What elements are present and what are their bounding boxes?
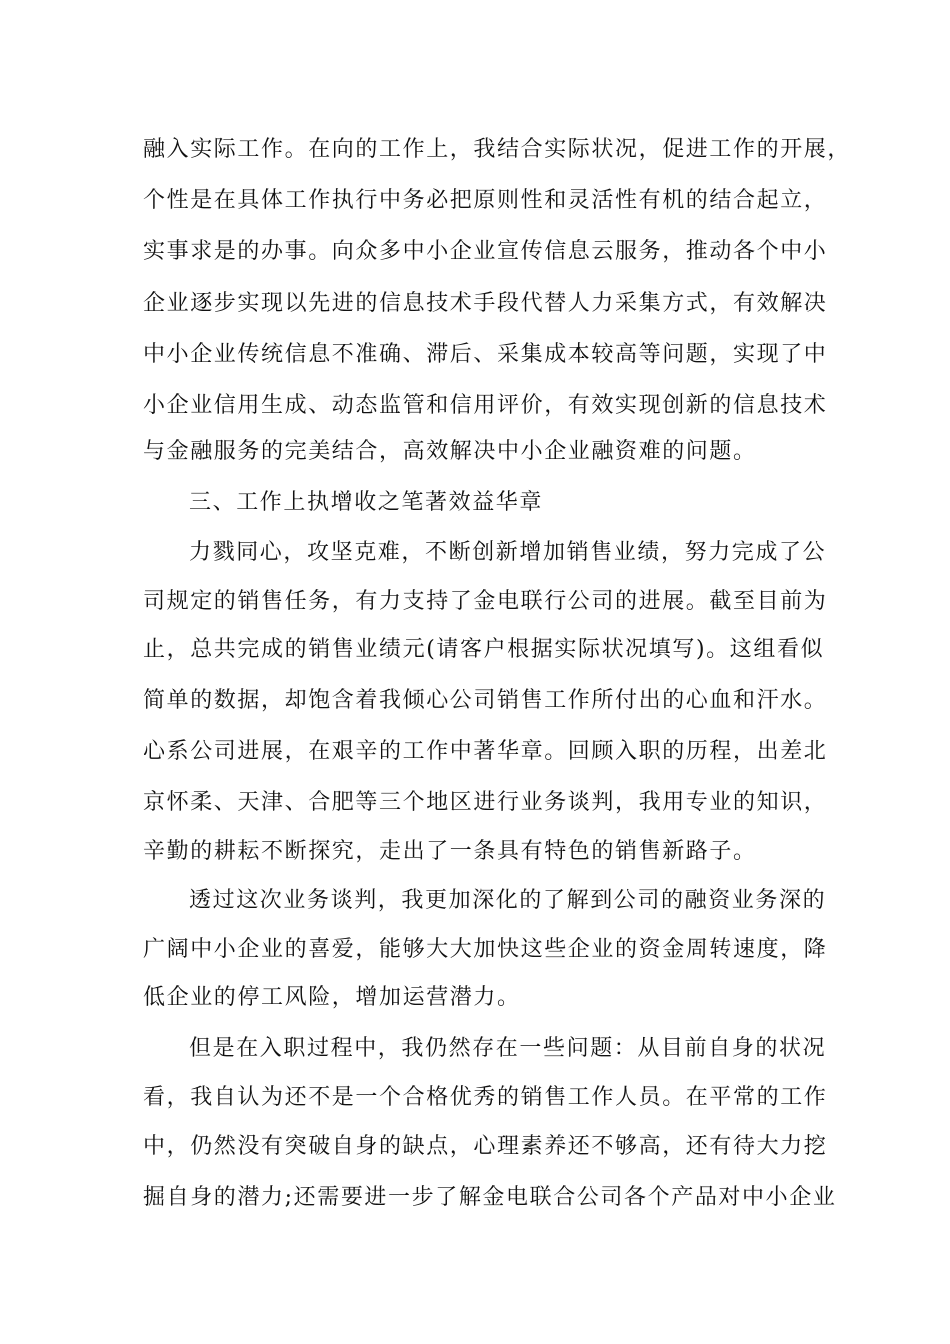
text-line: 融入实际工作。在向的工作上，我结合实际状况，促进工作的开展， — [143, 137, 852, 162]
text-line: 透过这次业务谈判，我更加深化的了解到公司的融资业务深的 — [189, 888, 827, 913]
text-line: 实事求是的办事。向众多中小企业宣传信息云服务，推动各个中小 — [143, 239, 828, 264]
text-line: 看，我自认为还不是一个合格优秀的销售工作人员。在平常的工作 — [143, 1085, 828, 1110]
text-line: 广阔中小企业的喜爱，能够大大加快这些企业的资金周转速度，降 — [143, 937, 828, 962]
text-line: 中小企业传统信息不准确、滞后、采集成本较高等问题，实现了中 — [143, 342, 828, 367]
text-line: 京怀柔、天津、合肥等三个地区进行业务谈判，我用专业的知识， — [143, 790, 828, 815]
text-line: 中，仍然没有突破自身的缺点，心理素养还不够高，还有待大力挖 — [143, 1134, 828, 1159]
text-line: 但是在入职过程中，我仍然存在一些问题：从目前自身的状况 — [189, 1036, 827, 1061]
text-line: 简单的数据，却饱含着我倾心公司销售工作所付出的心血和汗水。 — [143, 688, 828, 713]
text-line: 止，总共完成的销售业绩元(请客户根据实际状况填写)。这组看似 — [143, 637, 825, 662]
text-line: 掘自身的潜力;还需要进一步了解金电联合公司各个产品对中小企业 — [143, 1185, 837, 1210]
text-line: 小企业信用生成、动态监管和信用评价，有效实现创新的信息技术 — [143, 393, 828, 418]
text-line: 司规定的销售任务，有力支持了金电联行公司的进展。截至目前为 — [143, 589, 828, 614]
text-line: 心系公司进展，在艰辛的工作中著华章。回顾入职的历程，出差北 — [143, 739, 828, 764]
text-line: 力戮同心，攻坚克难，不断创新增加销售业绩，努力完成了公 — [189, 540, 827, 565]
text-line: 低企业的停工风险，增加运营潜力。 — [143, 985, 521, 1010]
text-line: 个性是在具体工作执行中务必把原则性和灵活性有机的结合起立， — [143, 188, 828, 213]
text-line: 企业逐步实现以先进的信息技术手段代替人力采集方式，有效解决 — [143, 291, 828, 316]
text-line: 辛勤的耕耘不断探究，走出了一条具有特色的销售新路子。 — [143, 839, 757, 864]
section-heading: 三、工作上执增收之笔著效益华章 — [189, 490, 544, 515]
text-line: 与金融服务的完美结合，高效解决中小企业融资难的问题。 — [143, 439, 757, 464]
